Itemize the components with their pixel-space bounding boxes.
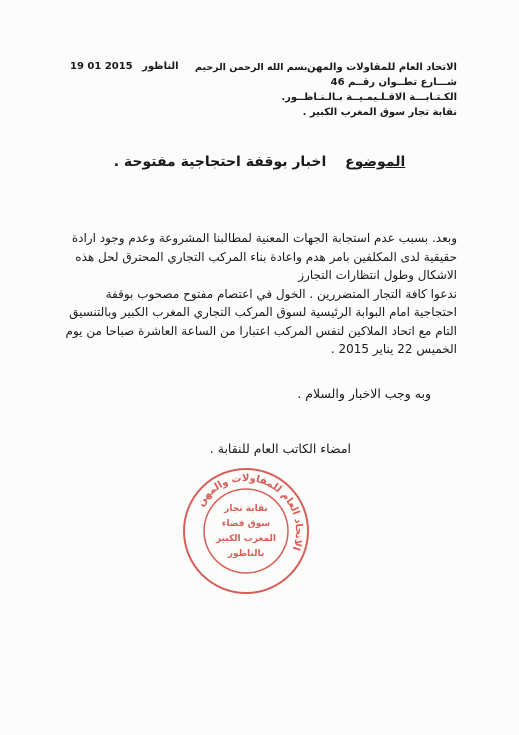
body-line: وبعد. بسبب عدم استجابة الجهات المعنية لمطالبنا المشروعة وعدم وجود ارادة: [71, 231, 457, 245]
body-line: احتجاجية امام البوابة الرئيسية لسوق المركب التجاري المغرب الكبير وبالتنسيق: [69, 305, 457, 319]
stamp-inner-line: سوق فضاء: [221, 519, 271, 529]
stamp-outer-ring: [184, 469, 308, 593]
body-paragraph-1: [57, 229, 457, 285]
letter-body: [57, 229, 457, 359]
official-stamp: [180, 465, 312, 597]
subject-line: [0, 154, 519, 170]
body-line: ندعوا كافة التجار المتضررين . الخول في اعتصام مفتوح مصحوب بوقفة: [105, 286, 457, 301]
stamp-inner-line: بالناظور: [227, 549, 265, 559]
date-line: [70, 61, 179, 72]
stamp-inner-line: نقابة تجار: [224, 504, 268, 514]
stamp-inner-line: المغرب الكبير: [216, 534, 276, 544]
stamp-outer-text: الاتحاد العام للمقاولات والمهن: [195, 472, 305, 552]
date-city: الناظور: [142, 61, 179, 72]
org-union: نقابة تجار سوق المغرب الكبير .: [302, 107, 457, 118]
basmala: بسم الله الرحمن الرحيم: [195, 62, 308, 73]
body-line: حقيقية لدى المكلفين بامر هدم واعادة بناء المركب التجاري المحترق لحل هذه: [75, 249, 457, 264]
org-office: الكـتـابـــة الاقـلـيمـيــة بـالـنـاظــور.: [281, 92, 457, 103]
signature-line: امضاء الكاتب العام للنقابة .: [209, 441, 351, 456]
subject-text: اخبار بوقفة احتجاجية مفتوحة .: [113, 154, 327, 170]
body-line: الخميس 22 يناير 2015 .: [330, 342, 457, 356]
subject-label: الموضوع: [345, 154, 406, 170]
org-name: الاتحاد العام للمقاولات والمهن: [307, 62, 457, 73]
stamp-inner-ring: [204, 489, 288, 573]
date-value: 2015 01 19: [70, 61, 133, 72]
closing-line: وبه وجب الاخبار والسلام .: [297, 386, 431, 401]
body-line: الاشكال وطول انتظارات التجارز: [298, 268, 457, 282]
org-address: شـــارع تطــوان رقــم 46: [330, 77, 457, 88]
body-paragraph-2: [57, 285, 457, 359]
body-line: التام مع اتحاد الملاكين لنفس المركب اعتبارا من الساعة العاشرة صباحا من يوم: [65, 323, 457, 338]
